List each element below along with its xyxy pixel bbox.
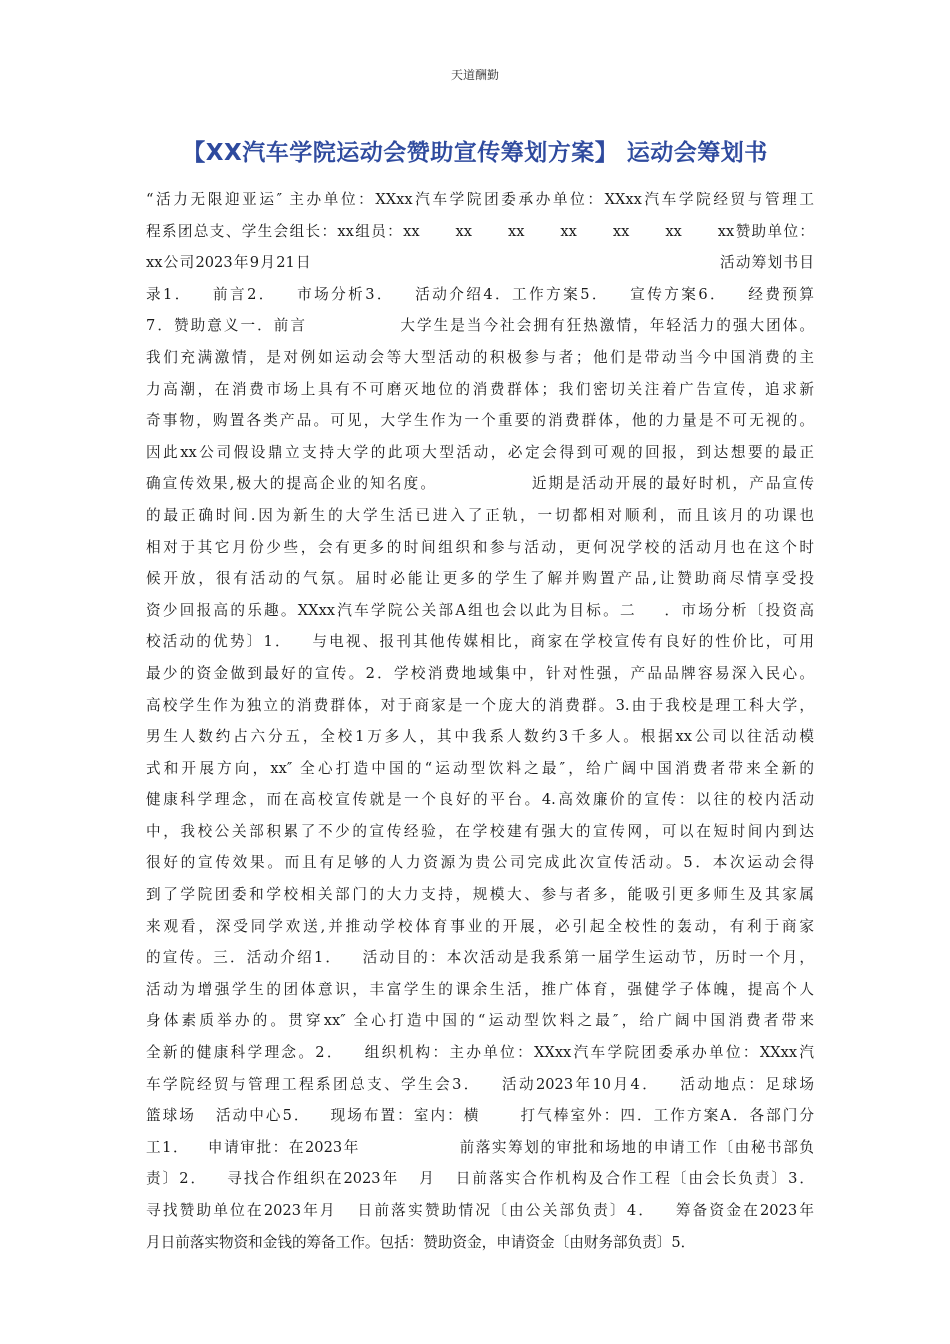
- document-title: 【XX汽车学院运动会赞助宣传筹划方案】 运动会筹划书: [182, 140, 768, 166]
- body-line: 我们充满激情，是对例如运动会等大型活动的积极参与者；他们是带动当今中国消费的主: [146, 348, 814, 366]
- body-line: 寻找赞助单位在2023年月 日前落实赞助情况〔由公关部负责〕4． 筹备资金在2023年: [146, 1202, 814, 1219]
- body-line: 到了学院团委和学校相关部门的大力支持，规模大、参与者多，能吸引更多师生及其家属: [146, 886, 814, 904]
- body-line: 活动为增强学生的团体意识，丰富学生的课余生活，推广体育，强健学子体魄，提高个人: [146, 980, 814, 998]
- body-line: 候开放，很有活动的气氛。届时必能让更多的学生了解并购置产品,让赞助商尽情享受投: [146, 570, 814, 588]
- body-line: 车学院经贸与管理工程系团总支、学生会3． 活动2023年10月4． 活动地点：足球场: [146, 1075, 814, 1093]
- body-line: 7．赞助意义一．前言 大学生是当今社会拥有狂热激情，年轻活力的强大团体。: [146, 317, 814, 335]
- header-watermark: 天道酬勤: [450, 68, 499, 82]
- body-line: 的宣传。三．活动介绍1． 活动目的：本次活动是我系第一届学生运动节，历时一个月，: [146, 949, 814, 967]
- body-line: 中，我校公关部积累了不少的宣传经验，在学校建有强大的宣传网，可以在短时间内到达: [146, 822, 814, 840]
- body-line: xx公司2023年9月21日 活动筹划书目: [146, 254, 814, 272]
- body-line: 男生人数约占六分五，全校1万多人，其中我系人数约3千多人。根据xx公司以往活动模: [146, 728, 814, 746]
- body-line: 最少的资金做到最好的宣传。2．学校消费地域集中，针对性强，产品品牌容易深入民心。: [146, 664, 814, 682]
- document-body: [146, 184, 814, 1258]
- body-line: 相对于其它月份少些，会有更多的时间组织和参与活动，更何况学校的活动月也在这个时: [146, 538, 814, 556]
- body-line: 力高潮，在消费市场上具有不可磨灭地位的消费群体；我们密切关注着广告宣传，追求新: [146, 380, 814, 398]
- body-line: 因此xx公司假设鼎立支持大学的此项大型活动，必定会得到可观的回报，到达想要的最正: [146, 443, 814, 461]
- body-line: 全新的健康科学理念。2． 组织机构：主办单位：XXxx汽车学院团委承办单位：XXxx汽: [146, 1044, 814, 1062]
- body-line: 健康科学理念，而在高校宣传就是一个良好的平台。4.高效廉价的宣传：以往的校内活动: [146, 791, 814, 809]
- body-line: 确宣传效果,极大的提高企业的知名度。 近期是活动开展的最好时机，产品宣传: [146, 475, 814, 493]
- body-line: 校活动的优势〕1． 与电视、报刊其他传媒相比，商家在学校宣传有良好的性价比，可用: [146, 633, 814, 651]
- body-line: 资少回报高的乐趣。XXxx汽车学院公关部A组也会以此为目标。二 ．市场分析〔投资高: [146, 601, 814, 619]
- body-line: 月日前落实物资和金钱的筹备工作。包括：赞助资金，申请资金〔由财务部负责〕5．: [146, 1233, 696, 1251]
- body-line: 工1． 申请审批：在2023年 前落实筹划的审批和场地的申请工作〔由秘书部负: [146, 1138, 814, 1156]
- body-line: 奇事物，购置各类产品。可见，大学生作为一个重要的消费群体，他的力量是不可无视的。: [146, 412, 814, 430]
- body-line: 式和开展方向，xx″ 全心打造中国的“运动型饮料之最″，给广阔中国消费者带来全新的: [146, 759, 814, 777]
- body-line: 责〕2． 寻找合作组织在2023年 月 日前落实合作机构及合作工程〔由会长负责〕3．: [146, 1170, 814, 1188]
- body-line: “活力无限迎亚运″ 主办单位：XXxx汽车学院团委承办单位：XXxx汽车学院经贸与管理工: [146, 191, 814, 208]
- body-line: 录1． 前言2． 市场分析3． 活动介绍4．工作方案5． 宣传方案6． 经费预算: [146, 285, 814, 303]
- body-line: 很好的宣传效果。而且有足够的人力资源为贵公司完成此次宣传活动。5．本次运动会得: [146, 854, 814, 872]
- body-line: 身体素质举办的。贯穿xx″ 全心打造中国的“运动型饮料之最″，给广阔中国消费者带来: [146, 1012, 814, 1030]
- body-line: 程系团总支、学生会组长：xx组员：xx xx xx xx xx xx xx赞助单位：: [146, 222, 814, 240]
- body-line: 篮球场 活动中心5． 现场布置：室内：横 打气棒室外：四．工作方案A．各部门分: [146, 1107, 814, 1125]
- body-line: 来观看，深受同学欢送,并推动学校体育事业的开展，必引起全校性的轰动，有利于商家: [146, 917, 814, 935]
- body-line: 高校学生作为独立的消费群体，对于商家是一个庞大的消费群。3.由于我校是理工科大学，: [146, 696, 814, 714]
- body-line: 的最正确时间.因为新生的大学生活已进入了正轨，一切都相对顺利，而且该月的功课也: [146, 506, 814, 524]
